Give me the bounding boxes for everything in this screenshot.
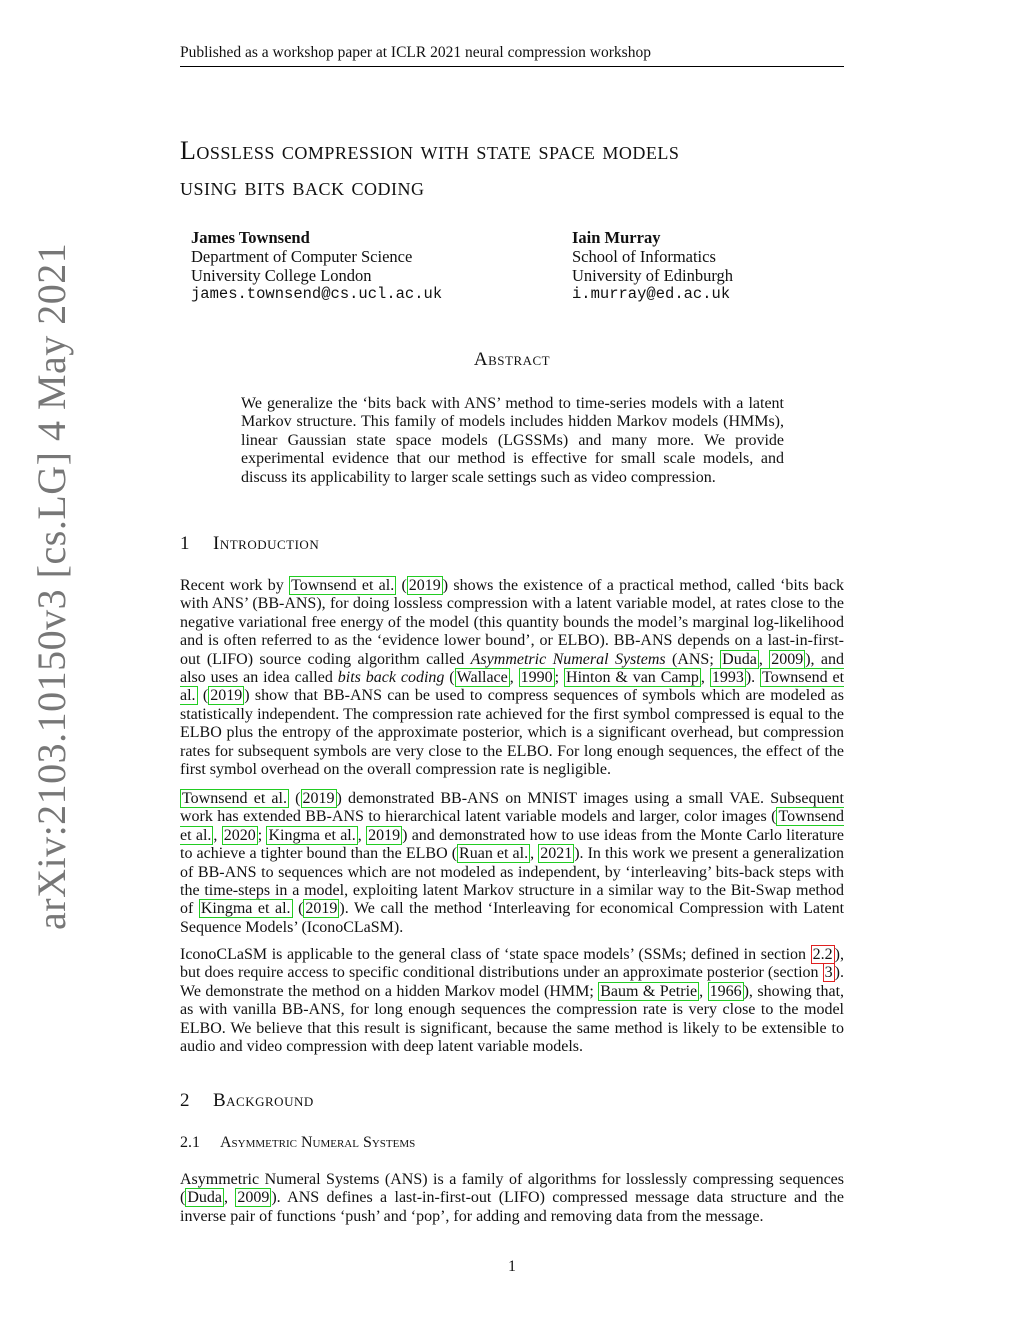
subsection-title: Asymmetric Numeral Systems — [220, 1134, 416, 1151]
page-number: 1 — [508, 1258, 516, 1275]
author-name: James Townsend — [191, 228, 310, 247]
author-name: Iain Murray — [572, 228, 661, 247]
author-inst: University of Edinburgh — [572, 266, 734, 285]
citation-year-link[interactable]: 1966 — [709, 982, 742, 1000]
abstract-text: We generalize the ‘bits back with ANS’ method to time-series models with a latent Markov structure. This family of models includes hidden Markov models (HMMs), linear Gaussian state space models (LGSSMs) and many more. We provide experimental evidence that our method is effective for small scale models, and discuss its applicability to larger scale settings such as video compression. — [241, 395, 784, 486]
citation-year-link[interactable]: 2009 — [771, 650, 804, 668]
abstract-heading: Abstract — [473, 349, 551, 370]
subsection-heading-ans — [180, 1134, 415, 1152]
author-inst: University College London — [191, 266, 372, 285]
author-dept: Department of Computer Science — [191, 247, 413, 266]
citation-link[interactable]: Duda — [187, 1189, 222, 1207]
method-name: Interleaving for economical Compression with Latent Sequence Models — [180, 900, 845, 936]
paper-title — [180, 133, 860, 205]
citation-link[interactable]: Baum & Petrie — [600, 982, 698, 1000]
author-block-1 — [191, 228, 442, 304]
citation-link[interactable]: Wallace — [456, 669, 508, 687]
citation-year-link[interactable]: 2009 — [237, 1189, 270, 1207]
citation-link[interactable]: Hinton & van Camp — [566, 669, 699, 687]
section-number: 2 — [180, 1090, 190, 1111]
author-block-2 — [572, 228, 733, 304]
section-number: 1 — [180, 533, 190, 554]
intro-paragraph-3: IconoCLaSM is applicable to the general class of ‘state space models’ (SSMs; defined in section 2.2 ), but does require access to specific conditional distributions under an approximate posterior (section 3 ). We demonstrate the method on a hidden Markov model (HMM; Baum & Petrie , 1966 ), showing that, as with vanilla BB-ANS, for long enough sequences the compression rate is very close to the model ELBO. We believe that this result is significant, because the same method is likely to be extensible to audio and video compression with deep latent variable models. — [180, 946, 845, 1056]
title-line-1: Lossless compression with state space models — [180, 136, 680, 165]
citation-year-link[interactable]: 2021 — [540, 845, 573, 863]
section-title: Introduction — [213, 533, 320, 554]
running-header: Published as a workshop paper at ICLR 2021 neural compression workshop — [180, 44, 844, 67]
section-ref-link[interactable]: 3 — [824, 964, 833, 982]
citation-year-link[interactable]: 1993 — [711, 669, 744, 687]
background-paragraph-1: Asymmetric Numeral Systems (ANS) is a family of algorithms for losslessly compressing sequences ( Duda , 2009 ). ANS defines a last-in-first-out (LIFO) compressed message data structure and the inverse pair of functions ‘push’ and ‘pop’, for adding and removing data from the message. — [180, 1171, 845, 1225]
citation-link[interactable]: Kingma et al. — [200, 900, 291, 918]
citation-link[interactable]: Townsend et al. — [180, 669, 845, 705]
citation-link[interactable]: Townsend et al. — [180, 808, 844, 844]
author-email[interactable]: i.murray@ed.ac.uk — [572, 285, 731, 303]
section-heading-background — [180, 1090, 314, 1112]
citation-year-link[interactable]: 2019 — [305, 900, 338, 918]
citation-link[interactable]: Kingma et al. — [268, 826, 356, 844]
title-line-2: using bits back coding — [180, 172, 425, 201]
section-title: Background — [213, 1090, 314, 1111]
citation-link[interactable]: Townsend et al. — [182, 790, 287, 807]
author-email[interactable]: james.townsend@cs.ucl.ac.uk — [191, 285, 443, 303]
section-ref-link[interactable]: 2.2 — [812, 946, 833, 963]
intro-paragraph-2: Townsend et al. ( 2019 ) demonstrated BB-ANS on MNIST images using a small VAE. Subsequent work has extended BB-ANS to hierarchical latent variable models and larger, color images ( Townsend et al. , 2020 ; Kingma et al. , 2019 ) and demonstrated how to use ideas from the Monte Carlo literature to achieve a tighter bound than the ELBO ( Ruan et al. , 2021 ). In this work we present a generalization of BB-ANS to sequences which are not modeled as independent, by ‘interleaving’ bits-back steps with the time-steps in a model, exploiting latent Markov structure in a similar way to the Bit-Swap method of Kingma et al. ( 2019 ). We call the method ‘Interleaving for economical Compression with Latent Sequence Models’ (IconoCLaSM). — [180, 790, 845, 936]
author-dept: School of Informatics — [572, 247, 716, 266]
arxiv-identifier: arXiv:2103.10150v3 [cs.LG] 4 May 2021 — [29, 242, 74, 930]
citation-year-link[interactable]: 2019 — [302, 790, 335, 807]
intro-paragraph-1: Recent work by Townsend et al. ( 2019 ) shows the existence of a practical method, called ‘bits back with ANS’ (BB-ANS), for doing lossless compression with a latent variable model, at rates close to the negative variational free energy of the model (this quantity bounds the model’s marginal log-likelihood and is often referred to as the ‘evidence lower bound’, or ELBO). BB-ANS depends on a last-in-first-out (LIFO) source coding algorithm called Asymmetric Numeral Systems (ANS; Duda , 2009 ), and also uses an idea called bits back coding ( Wallace , 1990 ; Hinton & van Camp , 1993 ). Townsend et al. ( 2019 ) show that BB-ANS can be used to compress sequences of symbols which are modeled as statistically independent. The compression rate achieved for the first symbol compressed is equal to the ELBO plus the entropy of the approximate posterior, which is a significant overhead, but compression rates for subsequent symbols are very close to the ELBO. For long enough sequences, the effect of the first symbol overhead on the overall compression rate is negligible. — [180, 577, 845, 779]
citation-link[interactable]: Duda — [722, 650, 757, 668]
subsection-number: 2.1 — [180, 1134, 200, 1151]
citation-year-link[interactable]: 2019 — [210, 687, 243, 705]
section-heading-introduction — [180, 533, 319, 555]
citation-year-link[interactable]: 2020 — [223, 826, 256, 844]
citation-link[interactable]: Townsend et al. — [291, 577, 395, 594]
citation-year-link[interactable]: 2019 — [408, 577, 441, 594]
citation-year-link[interactable]: 1990 — [520, 669, 553, 687]
citation-link[interactable]: Ruan et al. — [459, 845, 529, 863]
citation-year-link[interactable]: 2019 — [368, 826, 401, 844]
